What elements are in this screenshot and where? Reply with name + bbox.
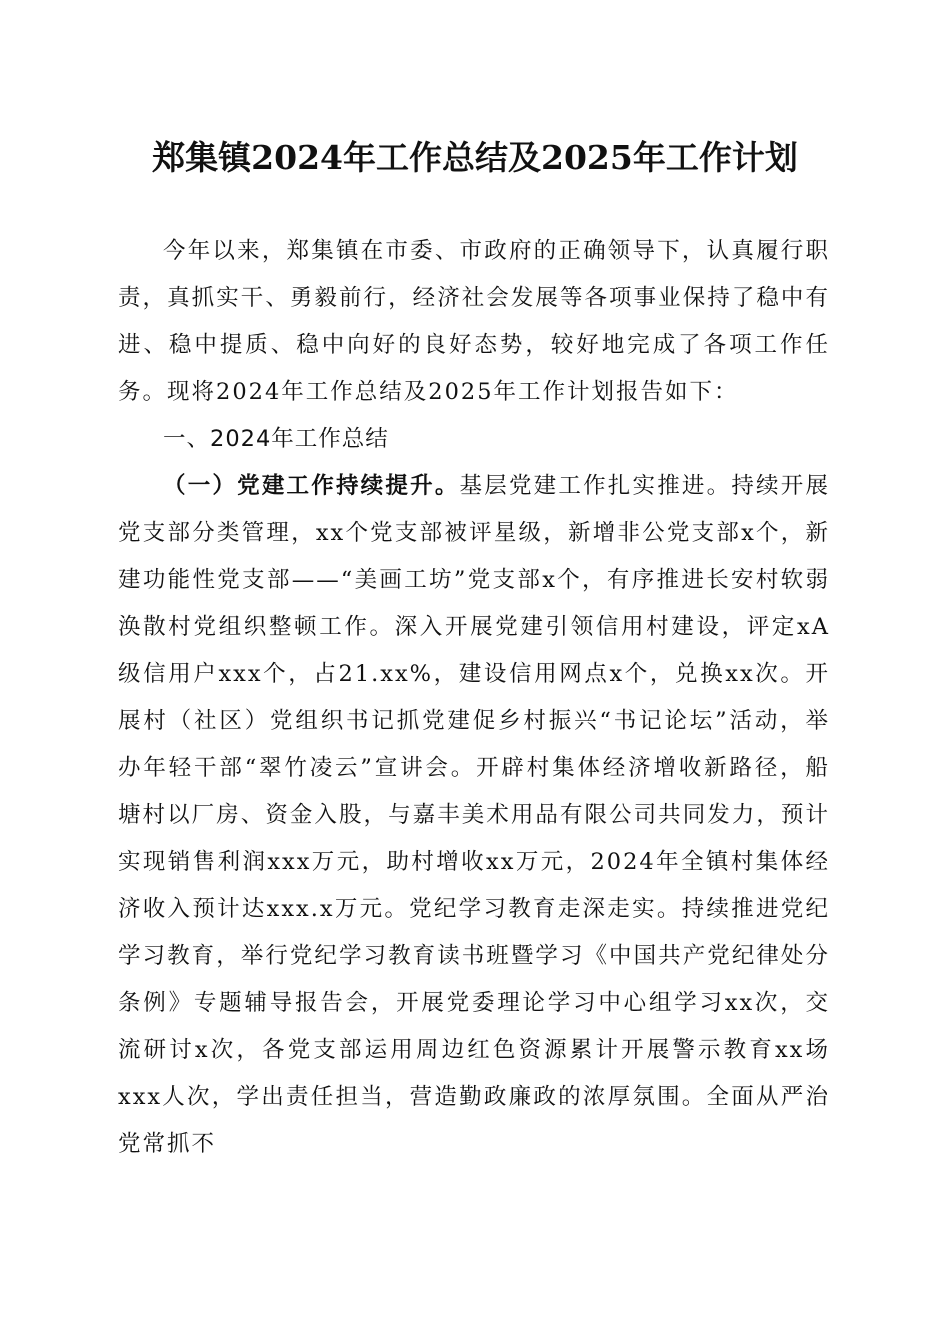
subsection-text: 基层党建工作扎实推进。持续开展党支部分类管理，xx个党支部被评星级，新增非公党支部x个，新建功能性党支部——“美画工坊”党支部x个，有序推进长安村软弱涣散村党组织整顿工作。深入开展党建引领信用村建设，评定xA级信用户xxx个，占21.xx%，建设信用网点x个，兑换xx次。开展村（社区）党组织书记抓党建促乡村振兴“书记论坛”活动，举办年轻干部“翠竹凌云”宣讲会。开辟村集体经济增收新路径，船塘村以厂房、资金入股，与嘉丰美术用品有限公司共同发力，预计实现销售利润xxx万元，助村增收xx万元，2024年全镇村集体经济收入预计达xxx.x万元。党纪学习教育走深走实。持续推进党纪学习教育，举行党纪学习教育读书班暨学习《中国共产党纪律处分条例》专题辅导报告会，开展党委理论学习中心组学习xx次，交流研讨x次，各党支部运用周边红色资源累计开展警示教育xx场xxx人次，学出责任担当，营造勤政廉政的浓厚氛围。全面从严治党常抓不 (118, 473, 830, 1157)
intro-paragraph: 今年以来，郑集镇在市委、市政府的正确领导下，认真履行职责，真抓实干、勇毅前行，经济社会发展等各项事业保持了稳中有进、稳中提质、稳中向好的良好态势，较好地完成了各项工作任务。现将2024年工作总结及2025年工作计划报告如下： (118, 238, 830, 405)
document-body (118, 228, 830, 1168)
party-building-paragraph (118, 463, 830, 1168)
subsection-lead: （一）党建工作持续提升。 (163, 473, 460, 499)
section-heading-summary: 一、2024年工作总结 (163, 426, 389, 452)
document-title: 郑集镇2024年工作总结及2025年工作计划 (152, 138, 798, 177)
